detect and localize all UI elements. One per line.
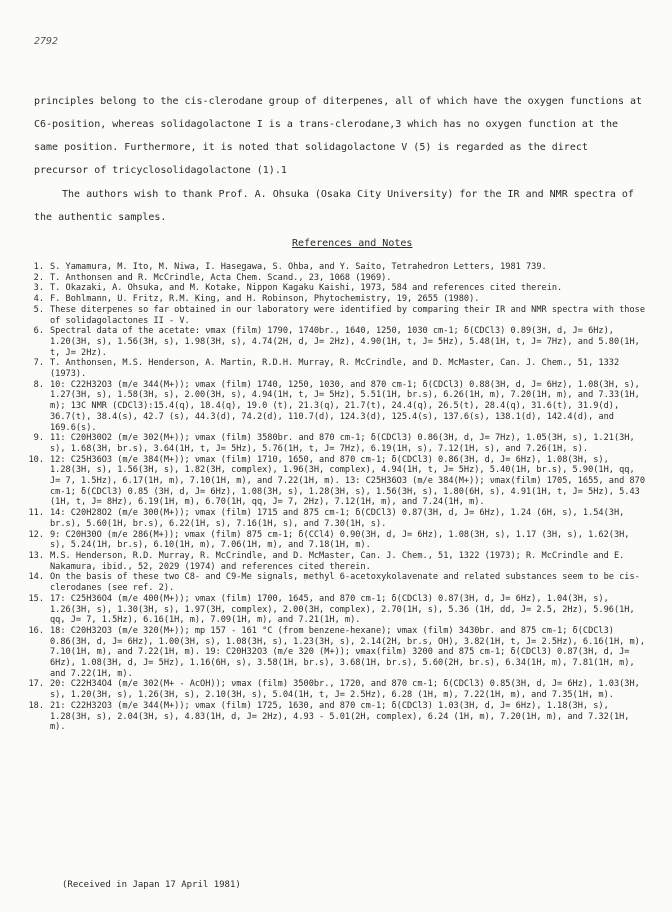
body-paragraph-1: principles belong to the cis-clerodane group of diterpenes, all of which have the oxygen functions at C6-position, whereas solidagolactone I is a trans-clerodane,3 which has no oxygen function at the same position. Furthermore, it is noted that solidagolactone V (5) is regarded as the direct precursor of tricyclosolidagolactone (1).1	[34, 96, 643, 176]
reference-item	[24, 283, 650, 294]
reference-text: F. Bohlmann, U. Fritz, R.M. King, and H. Robinson, Phytochemistry, 19, 2655 (1980).	[50, 294, 480, 305]
reference-item	[24, 679, 650, 700]
reference-item	[24, 626, 650, 680]
reference-number: 9.	[33, 433, 44, 444]
reference-text: T. Anthonsen and R. McCrindle, Acta Chem. Scand., 23, 1068 (1969).	[50, 272, 392, 283]
reference-item	[24, 594, 650, 626]
reference-text: 12: C25H36O3 (m/e 384(M+)); νmax (film) 1710, 1650, and 870 cm-1; δ(CDCl3) 0.86(3H, d, J= 6Hz), 1.08(3H, s), 1.28(3H, s), 1.56(3H, s), 1.82(3H, complex), 1.96(3H, complex), 4.94(1H, t, J= 5Hz), 5.40(1H, br.s), 5.90(1H, qq, J= 7, 1.5Hz), 6.17(1H, m), 7.10(1H, m), and 7.22(1H, m). 13: C25H36O3 (m/e 384(M+)); νmax(film) 1705, 1655, and 870 cm-1; δ(CDCl3) 0.85 (3H, d, J= 6Hz), 1.08(3H, s), 1.28(3H, s), 1.56(3H, s), 1.80(6H, s), 4.91(1H, t, J= 5Hz), 5.43 (1H, t, J= 8Hz), 6.19(1H, m), 6.70(1H, qq, J= 7, 2Hz), 7.12(1H, m), and 7.24(1H, m).	[50, 454, 645, 508]
reference-text: These diterpenes so far obtained in our laboratory were identified by comparing their IR and NMR spectra with those of solidagolactones II - V.	[50, 304, 645, 326]
reference-item	[24, 273, 650, 284]
reference-text: T. Anthonsen, M.S. Henderson, A. Martin, R.D.H. Murray, R. McCrindle, and D. McMaster, Can. J. Chem., 51, 1332 (1973).	[50, 358, 620, 380]
reference-item	[24, 326, 650, 358]
reference-number: 5.	[33, 304, 44, 315]
reference-text: M.S. Henderson, R.D. Murray, R. McCrindle, and D. McMaster, Can. J. Chem., 51, 1322 (1973); R. McCrindle and E. Nakamura, ibid., 52, 2029 (1974) and references cited therein.	[50, 550, 625, 572]
reference-text: S. Yamamura, M. Ito, M. Niwa, I. Hasegawa, S. Ohba, and Y. Saito, Tetrahedron Letters, 1981 739.	[50, 262, 547, 272]
reference-number: 16.	[28, 625, 44, 636]
reference-number: 17.	[28, 679, 44, 690]
received-date: (Received in Japan 17 April 1981)	[62, 880, 241, 890]
reference-item	[24, 433, 650, 454]
reference-number: 13.	[28, 550, 44, 561]
reference-text: 17: C25H36O4 (m/e 400(M+)); νmax (film) 1700, 1645, and 870 cm-1; δ(CDCl3) 0.87(3H, d, J= 6Hz), 1.04(3H, s), 1.26(3H, s), 1.30(3H, s), 1.97(3H, complex), 2.00(3H, complex), 2.70(1H, s), 5.36 (1H, dd, J= 2.5, 2Hz), 5.96(1H, qq, J= 7, 1.5Hz), 6.16(1H, m), 7.09(1H, m), and 7.21(1H, m).	[50, 593, 635, 626]
reference-item	[24, 380, 650, 434]
reference-text: 9: C20H30O (m/e 286(M+)); νmax (film) 875 cm-1; δ(CCl4) 0.90(3H, d, J= 6Hz), 1.08(3H, s), 1.17 (3H, s), 1.62(3H, s), 5.24(1H, br.s), 6.10(1H, m), 7.06(1H, m), and 7.18(1H, m).	[50, 529, 630, 551]
reference-number: 15.	[28, 593, 44, 604]
reference-item	[24, 572, 650, 593]
reference-number: 11.	[28, 508, 44, 519]
references-list	[24, 262, 650, 733]
reference-number: 12.	[28, 529, 44, 540]
reference-item	[24, 262, 650, 273]
reference-number: 14.	[28, 572, 44, 583]
reference-text: 18: C20H32O3 (m/e 320(M+)); mp 157 - 161 °C (from benzene-hexane); νmax (film) 3430br. and 875 cm-1; δ(CDCl3) 0.86(3H, d, J= 6Hz), 1.00(3H, s), 1.08(3H, s), 1.23(3H, s), 2.14(2H, br.s, OH), 3.82(1H, t, J= 2.5Hz), 6.16(1H, m), 7.10(1H, m), and 7.22(1H, m). 19: C20H32O3 (m/e 320 (M+)); νmax(film) 3200 and 875 cm-1; δ(CDCl3) 0.87(3H, d, J= 6Hz), 1.08(3H, d, J= 5Hz), 1.16(6H, s), 3.58(1H, br.s), 3.68(1H, br.s), 5.60(2H, br.s), 6.34(1H, m), 7.81(1H, m), and 7.22(1H, m).	[50, 625, 645, 679]
reference-item	[24, 294, 650, 305]
reference-number: 1.	[33, 262, 44, 272]
reference-text: On the basis of these two C8- and C9-Me signals, methyl 6-acetoxykolavenate and related substances seem to be cis-clerodanes (see ref. 2).	[50, 572, 640, 594]
reference-item	[24, 701, 650, 733]
reference-text: 11: C20H30O2 (m/e 302(M+)); νmax (film) 3580br. and 870 cm-1; δ(CDCl3) 0.86(3H, d, J= 7Hz), 1.05(3H, s), 1.21(3H, s), 1.68(3H, br.s), 3.64(1H, t, J= 5Hz), 5.76(1H, t, J= 7Hz), 6.19(1H, s), 7.12(1H, s), and 7.26(1H, s).	[50, 433, 635, 454]
reference-number: 2.	[33, 272, 44, 283]
reference-text: 14: C20H28O2 (m/e 300(M+)); νmax (film) 1715 and 875 cm-1; δ(CDCl3) 0.87(3H, d, J= 6Hz), 1.24 (6H, s), 1.54(3H, br.s), 5.60(1H, br.s), 6.22(1H, s), 7.16(1H, s), and 7.30(1H, s).	[50, 508, 625, 529]
reference-number: 10.	[28, 454, 44, 465]
reference-number: 6.	[33, 326, 44, 337]
reference-text: 20: C22H34O4 (m/e 302(M+ - AcOH)); νmax (film) 3500br., 1720, and 870 cm-1; δ(CDCl3) 0.85(3H, d, J= 6Hz), 1.03(3H, s), 1.20(3H, s), 1.26(3H, s), 2.10(3H, s), 5.04(1H, t, J= 2.5Hz), 6.28 (1H, m), 7.22(1H, m), and 7.35(1H, m).	[50, 679, 640, 701]
reference-text: Spectral data of the acetate: νmax (film) 1790, 1740br., 1640, 1250, 1030 cm-1; δ(CDCl3) 0.89(3H, d, J= 6Hz), 1.20(3H, s), 1.56(3H, s), 1.98(3H, s), 4.74(2H, d, J= 2Hz), 4.90(1H, t, J= 5Hz), 5.48(1H, t, J= 7Hz), and 5.80(1H, t, J= 2Hz).	[50, 326, 640, 358]
reference-text: T. Okazaki, A. Ohsuka, and M. Kotake, Nippon Kagaku Kaishi, 1973, 584 and references cited therein.	[50, 283, 563, 294]
reference-item	[24, 305, 650, 326]
reference-item	[24, 358, 650, 379]
acknowledgement-paragraph: The authors wish to thank Prof. A. Ohsuka (Osaka City University) for the IR and NMR spectra of the authentic samples.	[34, 189, 634, 223]
reference-item	[24, 551, 650, 572]
reference-number: 8.	[33, 379, 44, 390]
reference-number: 7.	[33, 358, 44, 369]
reference-item	[24, 530, 650, 551]
reference-text: 10: C22H32O3 (m/e 344(M+)); νmax (film) 1740, 1250, 1030, and 870 cm-1; δ(CDCl3) 0.88(3H, d, J= 6Hz), 1.08(3H, s), 1.27(3H, s), 1.58(3H, s), 2.00(3H, s), 4.94(1H, t, J= 5Hz), 5.51(1H, br.s), 6.26(1H, m), 7.20(1H, m), and 7.33(1H, m); 13C NMR (CDCl3):15.4(q), 18.4(q), 19.0 (t), 21.3(q), 21.7(t), 24.4(q), 26.5(t), 28.4(q), 31.6(t), 31.9(d), 36.7(t), 38.4(s), 42.7 (s), 44.3(d), 74.2(d), 110.7(d), 124.3(d), 125.4(s), 137.6(s), 138.1(d), 142.4(d), and 169.6(s).	[50, 379, 640, 433]
references-heading: References and Notes	[292, 238, 413, 249]
reference-number: 18.	[28, 700, 44, 711]
page-number: 2792	[34, 36, 59, 47]
reference-number: 4.	[33, 294, 44, 305]
reference-text: 21: C22H32O3 (m/e 344(M+)); νmax (film) 1725, 1630, and 870 cm-1; δ(CDCl3) 1.03(3H, d, J= 6Hz), 1.18(3H, s), 1.28(3H, s), 2.04(3H, s), 4.83(1H, d, J= 2Hz), 4.93 - 5.01(2H, complex), 6.24 (1H, m), 7.20(1H, m), and 7.32(1H, m).	[50, 700, 630, 733]
reference-number: 3.	[33, 283, 44, 294]
reference-item	[24, 455, 650, 509]
reference-item	[24, 508, 650, 529]
